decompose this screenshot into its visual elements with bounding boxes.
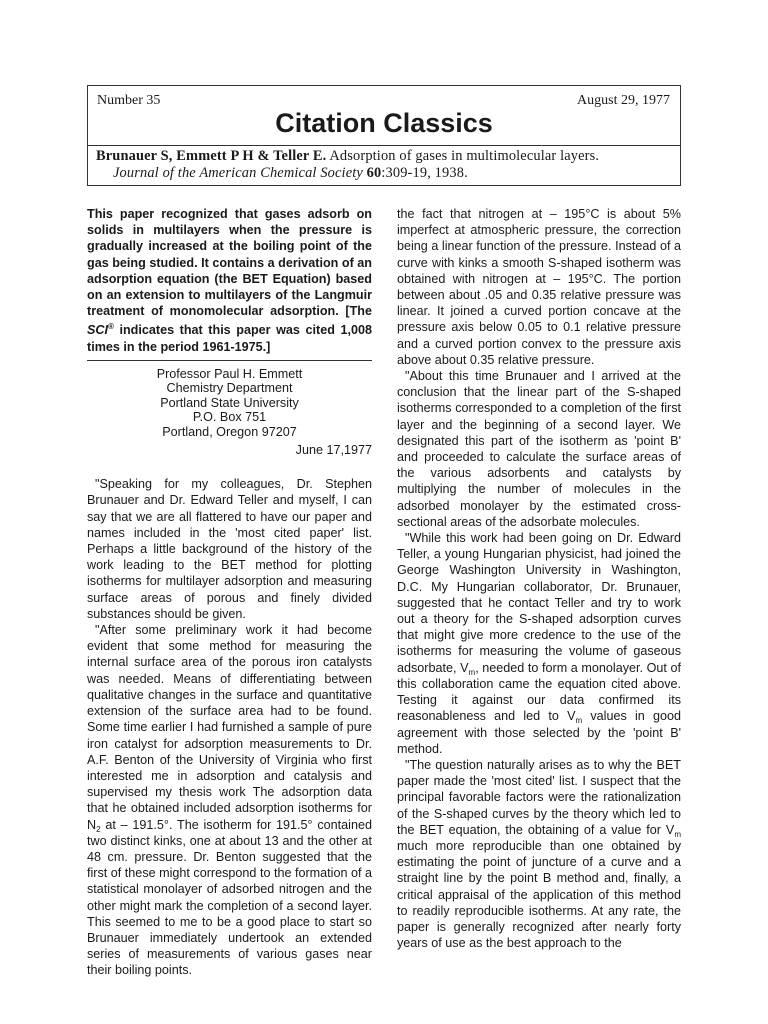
citation-header [87,85,681,186]
paper-title: Adsorption of gases in multimolecular layers. [326,148,600,164]
journal-name: Journal of the American Chemical Society [113,165,363,181]
issue-number: Number 35 [97,93,161,108]
right-column [397,206,681,951]
page-title: Citation Classics [275,108,493,138]
body-paragraph: "Speaking for my colleagues, Dr. Stephen Brunauer and Dr. Edward Teller and myself, I can say that we are all flattered to have our paper and names included in the 'most cited paper' list. Perhaps a little background of the history of the work leading to the BET method for plotting isotherms for multilayer adsorption and measuring surface areas of porous and finely divided substances should be given. [87,477,372,621]
body-paragraph: "About this time Brunauer and I arrived at the conclusion that the linear part of the S-shaped isotherms corresponded to a completion of the first layer and the beginning of a second layer. We designated this part of the isotherm as 'point B' and proceeded to calculate the surface areas of the various adsorbents and catalysts by multiplying the number of molecules in the adsorbed monolayer by the estimated cross-sectional areas of the adsorbate molecules. [397,369,681,529]
citation-reference [96,148,672,182]
left-column [87,206,372,979]
authors: Brunauer S, Emmett P H & Teller E. [96,148,327,164]
author-address [87,367,372,439]
author-univ: Portland State University [160,395,299,410]
author-city: Portland, Oregon 97207 [162,424,297,439]
abstract-text-end: indicates that this paper was cited 1,008 times in the period 1961-1975.] [87,323,372,354]
journal-volume: 60 [366,165,382,181]
abstract-text: This paper recognized that gases adsorb on solids in multilayers when the pressure is gradually increased at the boiling point of the gas being studied. It contains a derivation of an adsorption equation (the BET Equation) based on an extension to multilayers of the Langmuir treatment of monomolecular adsorption. [The [87,207,372,319]
author-box: P.O. Box 751 [192,410,267,425]
sci-label: SCI [87,323,108,338]
body-paragraph: "The question naturally arises as to why the BET paper made the 'most cited' list. I suspect that the principal favorable factors were the rationalization of the S-shaped curves by the theory which led to the BET equation, the obtaining of a value for $V_m$ much more reproducible than one obtained by estimating the point of juncture of a curve and a straight line by the point B method and, finally, a critical appraisal of the application of this method to readily reproducible isotherms. At any rate, the paper is generally recognized after nearly forty years of use as the best approach to the [397,757,681,951]
body-paragraph: "After some preliminary work it had become evident that some method for measuring the internal surface area of the porous iron catalysts was needed. Means of differentiating between qualitative changes in the surface and quantitative extension of the surface area had to be found. Some time earlier I had furnished a sample of pure iron catalyst for adsorption measurements to Dr. A.F. Benton of the University of Virginia who first interested me in adsorption and catalysis and supervised my thesis work The adsorption data that he obtained included adsorption isotherms for $N_2$ at – 191.5°. The isotherm for 191.5° contained two distinct kinks, one at about 13 and the other at 48 cm. pressure. Dr. Benton suggested that the first of these might correspond to the formation of a statistical monolayer of adsorbed nitrogen and the other might mark the completion of a second layer. This seemed to me to be a good place to start so Brunauer immediately undertook an extended series of measurements of various gases near their boiling points. [87,623,372,978]
body-paragraph: "While this work had been going on Dr. Edward Teller, a young Hungarian physicist, had joined the George Washington University in Washington, D.C. My Hungarian collaborator, Dr. Brunauer, suggested that he contact Teller and try to work out a theory for the S-shaped adsorption curves that might give more credence to the use of the isotherms for measuring the volume of gaseous adsorbate, $V_m$, needed to form a monolayer. Out of this collaboration came the equation cited above. Testing it against our data confirmed its reasonableness and led to $V_m$ values in good agreement with those selected by the 'point B' method. [397,531,681,756]
letter-date: June 17,1977 [295,443,372,458]
registered-mark: ® [108,322,114,332]
issue-date: August 29, 1977 [577,93,670,108]
abstract [87,206,372,355]
header-divider [88,145,680,146]
journal-pages: :309-19, 1938. [381,165,468,181]
abstract-divider [87,360,372,361]
author-dept: Chemistry Department [166,381,293,396]
body-paragraph: the fact that nitrogen at – 195°C is about 5% imperfect at atmospheric pressure, the correction being a linear function of the pressure. Instead of a curve with kinks a smooth S-shaped isotherm was obtained with nitrogen at – 195°C. The portion between about .05 and 0.35 relative pressure was linear. It joined a curved portion concave at the pressure axis below 0.05 to 0.1 relative pressure and a curved portion convex to the pressure axis above about 0.35 relative pressure. [397,207,681,367]
author-name: Professor Paul H. Emmett [156,367,303,382]
